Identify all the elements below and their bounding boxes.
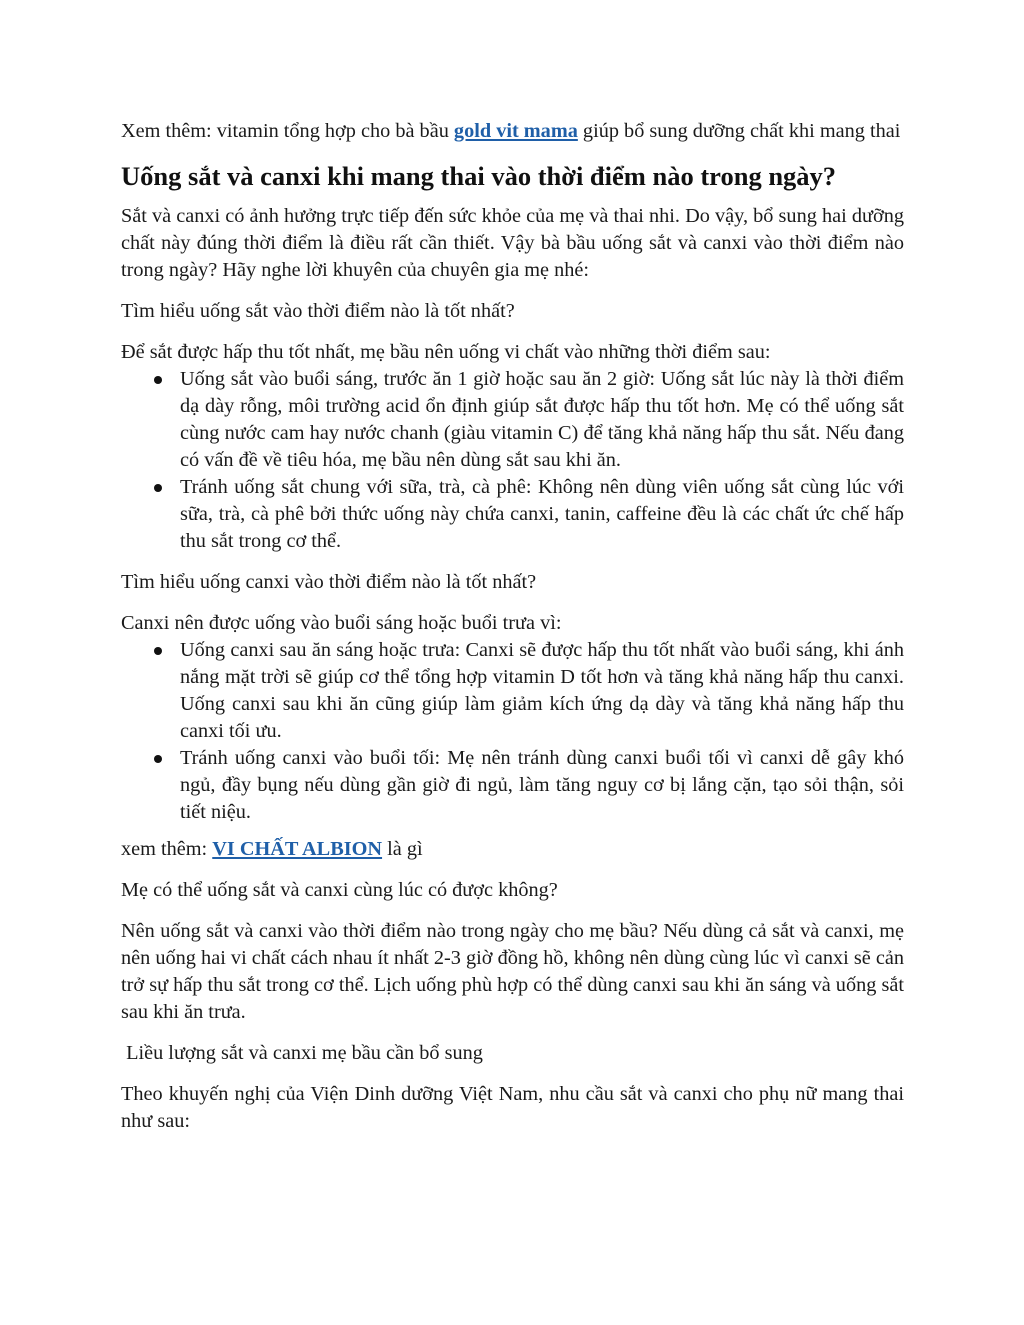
document-page — [121, 118, 904, 1135]
iron-bullet-list — [121, 366, 904, 555]
combined-answer: Nên uống sắt và canxi vào thời điểm nào trong ngày cho mẹ bầu? Nếu dùng cả sắt và canxi, mẹ nên uống hai vi chất cách nhau ít nhất 2-3 giờ đồng hồ, không nên dùng cùng lúc vì canxi sẽ cản trở sự hấp thu sắt trong cơ thể. Lịch uống phù hợp có thể dùng canxi sau khi ăn sáng và uống sắt sau khi ăn trưa. — [121, 920, 904, 1023]
iron-question: Tìm hiểu uống sắt vào thời điểm nào là tốt nhất? — [121, 300, 515, 322]
list-item-text: Uống sắt vào buổi sáng, trước ăn 1 giờ hoặc sau ăn 2 giờ: Uống sắt lúc này là thời điểm dạ dày rỗng, môi trường acid ổn định giúp sắt được hấp thu tốt hơn. Mẹ có thể uống sắt cùng nước cam hay nước chanh (giàu vitamin C) để tăng khả năng hấp thu sắt. Nếu đang có vấn đề về tiêu hóa, mẹ bầu nên dùng sắt sau khi ăn. — [180, 368, 904, 471]
bullet-icon — [154, 376, 162, 384]
list-item — [121, 637, 904, 745]
intro-paragraph — [121, 118, 904, 145]
section-heading: Uống sắt và canxi khi mang thai vào thời điểm nào trong ngày? — [121, 161, 837, 191]
list-item-text: Tránh uống canxi vào buổi tối: Mẹ nên tránh dùng canxi buổi tối vì canxi dễ gây khó ngủ, đầy bụng nếu dùng gần giờ đi ngủ, làm tăng nguy cơ bị lắng cặn, tạo sỏi thận, sỏi tiết niệu. — [180, 747, 904, 823]
intro-suffix: giúp bổ sung dưỡng chất khi mang thai — [577, 120, 901, 142]
calcium-bullet-list — [121, 637, 904, 826]
list-item-text: Tránh uống sắt chung với sữa, trà, cà phê: Không nên dùng viên uống sắt cùng lúc với sữa, trà, cà phê bởi thức uống này chứa canxi, tanin, caffeine đều là các chất ức chế hấp thu sắt trong cơ thể. — [180, 476, 904, 552]
vi-chat-albion-link[interactable]: VI CHẤT ALBION — [212, 838, 383, 860]
gold-vit-mama-link[interactable]: gold vit mama — [453, 120, 578, 142]
dosage-text: Theo khuyến nghị của Viện Dinh dưỡng Việt Nam, nhu cầu sắt và canxi cho phụ nữ mang thai như sau: — [121, 1083, 904, 1132]
bullet-icon — [154, 647, 162, 655]
bullet-icon — [154, 484, 162, 492]
intro-prefix: Xem thêm: vitamin tổng hợp cho bà bầu — [121, 120, 454, 142]
bullet-icon — [154, 755, 162, 763]
list-item — [121, 745, 904, 826]
iron-lead: Để sắt được hấp thu tốt nhất, mẹ bầu nên uống vi chất vào những thời điểm sau: — [121, 341, 771, 363]
list-item — [121, 474, 904, 555]
intro-body-paragraph: Sắt và canxi có ảnh hưởng trực tiếp đến sức khỏe của mẹ và thai nhi. Do vậy, bổ sung hai dưỡng chất này đúng thời điểm là điều rất cần thiết. Vậy bà bầu uống sắt và canxi vào thời điểm nào trong ngày? Hãy nghe lời khuyên của chuyên gia mẹ nhé: — [121, 205, 904, 281]
list-item — [121, 366, 904, 474]
see-also-suffix: là gì — [382, 838, 423, 860]
calcium-question: Tìm hiểu uống canxi vào thời điểm nào là tốt nhất? — [121, 571, 537, 593]
list-item-text: Uống canxi sau ăn sáng hoặc trưa: Canxi sẽ được hấp thu tốt nhất vào buổi sáng, khi ánh nắng mặt trời sẽ giúp cơ thể tổng hợp vitamin D tốt hơn và tăng khả năng hấp thu canxi. Uống canxi sau khi ăn cũng giúp làm giảm kích ứng dạ dày và tăng khả năng hấp thu canxi tối ưu. — [180, 639, 904, 742]
dosage-title: Liều lượng sắt và canxi mẹ bầu cần bổ sung — [121, 1042, 483, 1064]
combined-question: Mẹ có thể uống sắt và canxi cùng lúc có được không? — [121, 879, 558, 901]
see-also-prefix: xem thêm: — [121, 838, 213, 860]
see-also-paragraph — [121, 836, 904, 863]
calcium-lead: Canxi nên được uống vào buổi sáng hoặc buổi trưa vì: — [121, 612, 562, 634]
